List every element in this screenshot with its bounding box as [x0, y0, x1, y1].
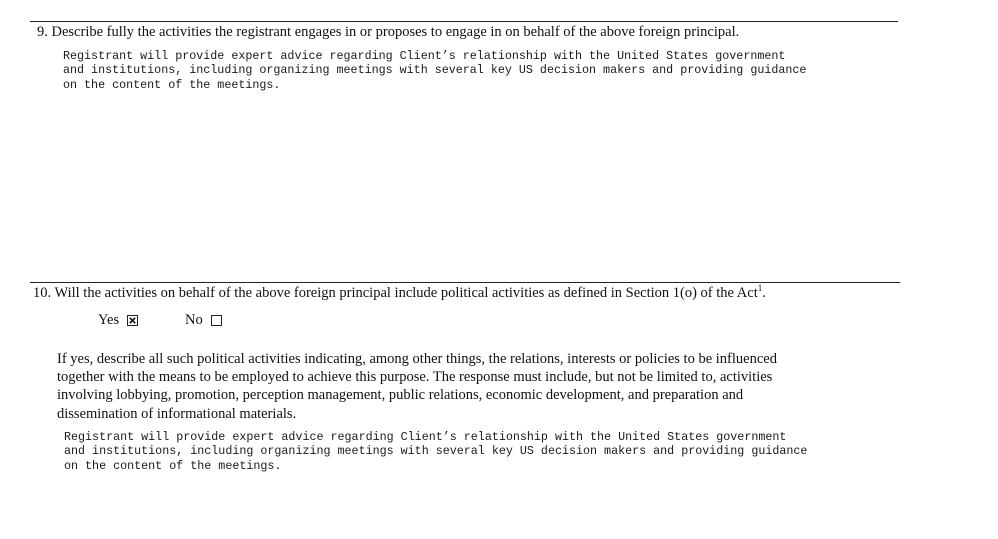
instruction-line: involving lobbying, promotion, perception management, public relations, economic development, and preparation and	[57, 387, 744, 404]
question-10-instructions	[57, 350, 887, 423]
answer-line: Registrant will provide expert advice regarding Client’s relationship with the United States government	[64, 430, 787, 444]
footnote-mark: 1	[757, 283, 763, 293]
section-divider-middle	[30, 282, 900, 283]
question-9-answer	[63, 49, 806, 92]
question-10-label	[33, 285, 766, 302]
answer-line: and institutions, including organizing meetings with several key US decision makers and providing guidance	[63, 63, 807, 78]
no-checkbox[interactable]	[211, 315, 222, 326]
answer-line: on the content of the meetings.	[63, 77, 281, 92]
checkmark-x-icon	[128, 316, 137, 325]
yes-checkbox[interactable]	[127, 315, 138, 326]
instruction-line: together with the means to be employed to achieve this purpose. The response must include, but not be limited to, activities	[57, 369, 773, 386]
answer-line: and institutions, including organizing meetings with several key US decision makers and providing guidance	[64, 444, 808, 459]
instruction-line: dissemination of informational materials.	[57, 405, 297, 422]
yes-label: Yes	[98, 312, 120, 328]
no-label: No	[185, 312, 203, 328]
instruction-line: If yes, describe all such political activities indicating, among other things, the relations, interests or policies to be influenced	[57, 351, 777, 367]
question-10-period: .	[762, 285, 766, 301]
question-9-label: 9. Describe fully the activities the registrant engages in or proposes to engage in on behalf of the above foreign principal.	[37, 24, 740, 40]
question-10-text: 10. Will the activities on behalf of the above foreign principal include political activities as defined in Section 1(o) of the Act	[33, 285, 758, 301]
answer-line: on the content of the meetings.	[64, 458, 282, 473]
answer-line: Registrant will provide expert advice regarding Client’s relationship with the United States government	[63, 49, 786, 63]
section-divider-top	[30, 21, 898, 22]
yes-option[interactable]	[98, 312, 138, 329]
question-10-answer	[64, 430, 807, 473]
no-option[interactable]	[185, 312, 222, 329]
